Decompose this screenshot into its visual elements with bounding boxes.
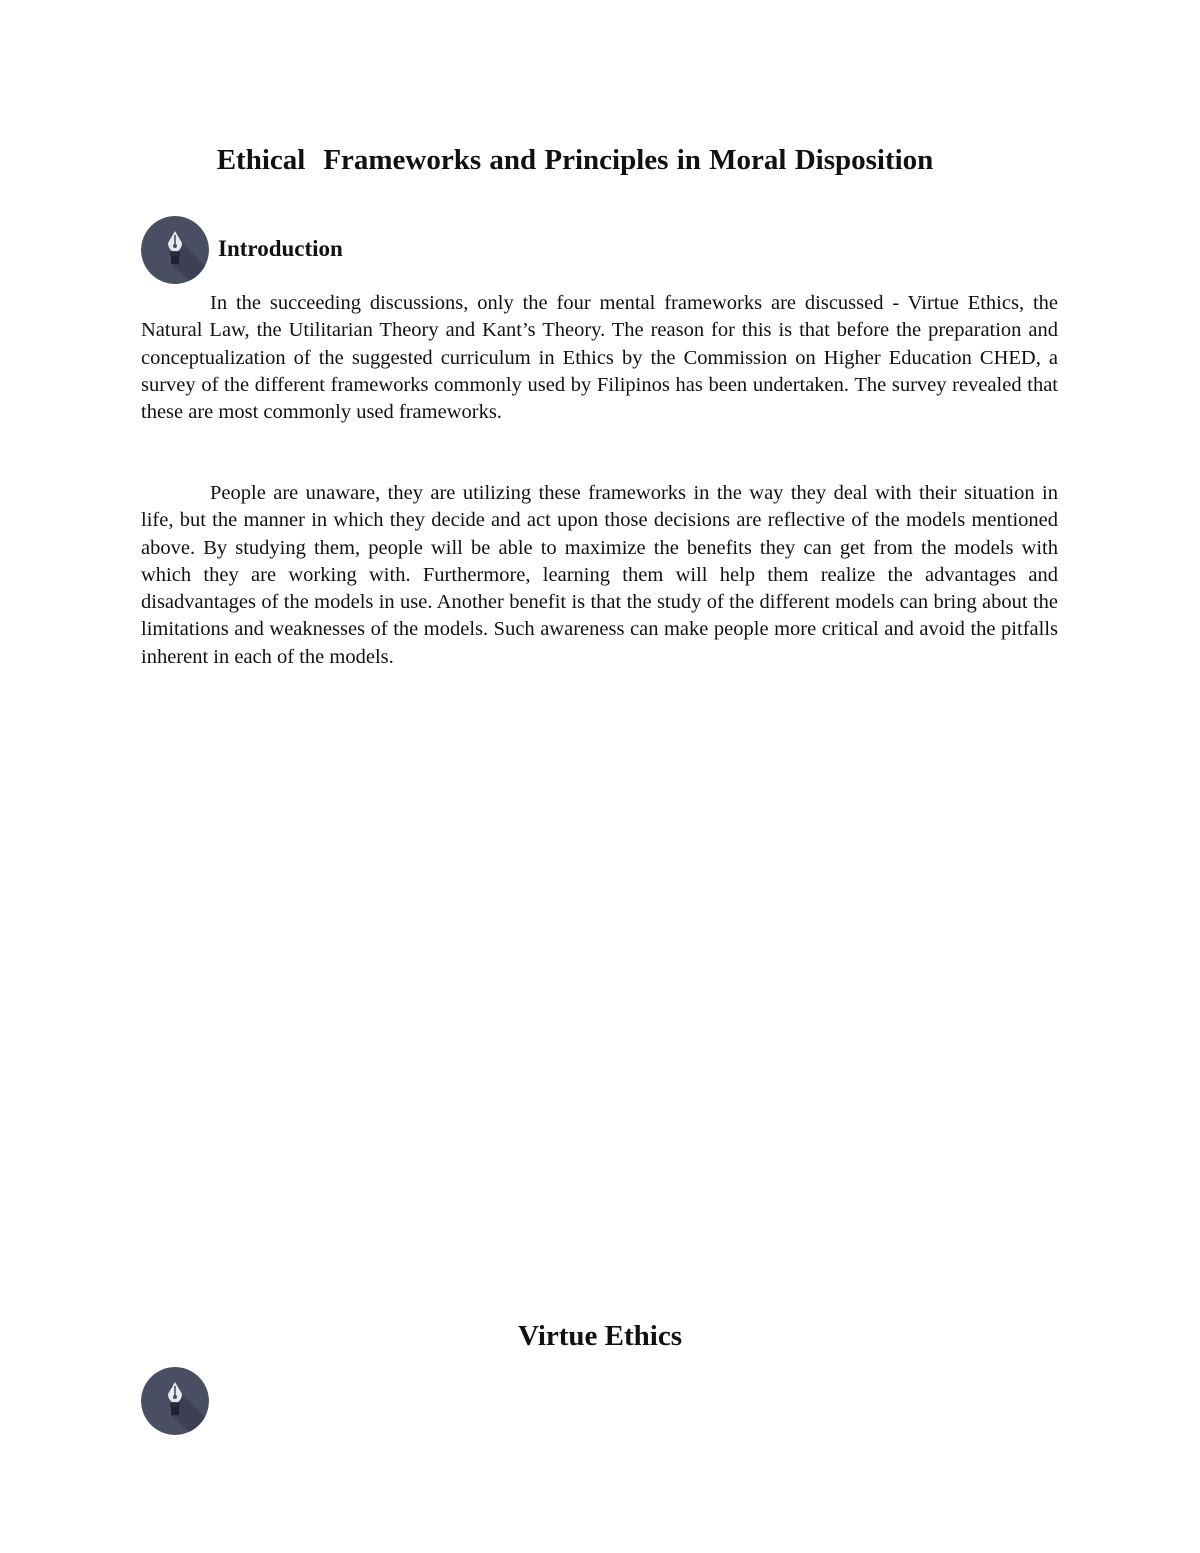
section-heading-introduction: Introduction <box>218 236 343 261</box>
fountain-pen-icon <box>141 1367 209 1435</box>
section-heading-virtue-ethics: Virtue Ethics <box>517 1320 683 1352</box>
fountain-pen-icon <box>141 216 209 284</box>
page-title-part-1: Ethical <box>216 144 306 176</box>
page-title-part-2: Frameworks and Principles in Moral Disposition <box>323 144 934 176</box>
page-title <box>0 140 1150 180</box>
intro-paragraph-1: In the succeeding discussions, only the four mental frameworks are discussed - Virtue Ethics, the Natural Law, the Utilitarian Theory and Kant’s Theory. The reason for this is that before the preparation and conceptualization of the suggested curriculum in Ethics by the Commission on Higher Education CHED, a survey of the different frameworks commonly used by Filipinos has been undertaken. The survey revealed that these are most commonly used frameworks. <box>141 292 1058 424</box>
intro-paragraph-2: People are unaware, they are utilizing these frameworks in the way they deal with their situation in life, but the manner in which they decide and act upon those decisions are reflective of the models mentioned above. By studying them, people will be able to maximize the benefits they can get from the models with which they are working with. Furthermore, learning them will help them realize the advantages and disadvantages of the models in use. Another benefit is that the study of the different models can bring about the limitations and weaknesses of the models. Such awareness can make people more critical and avoid the pitfalls inherent in each of the models. <box>141 482 1058 668</box>
